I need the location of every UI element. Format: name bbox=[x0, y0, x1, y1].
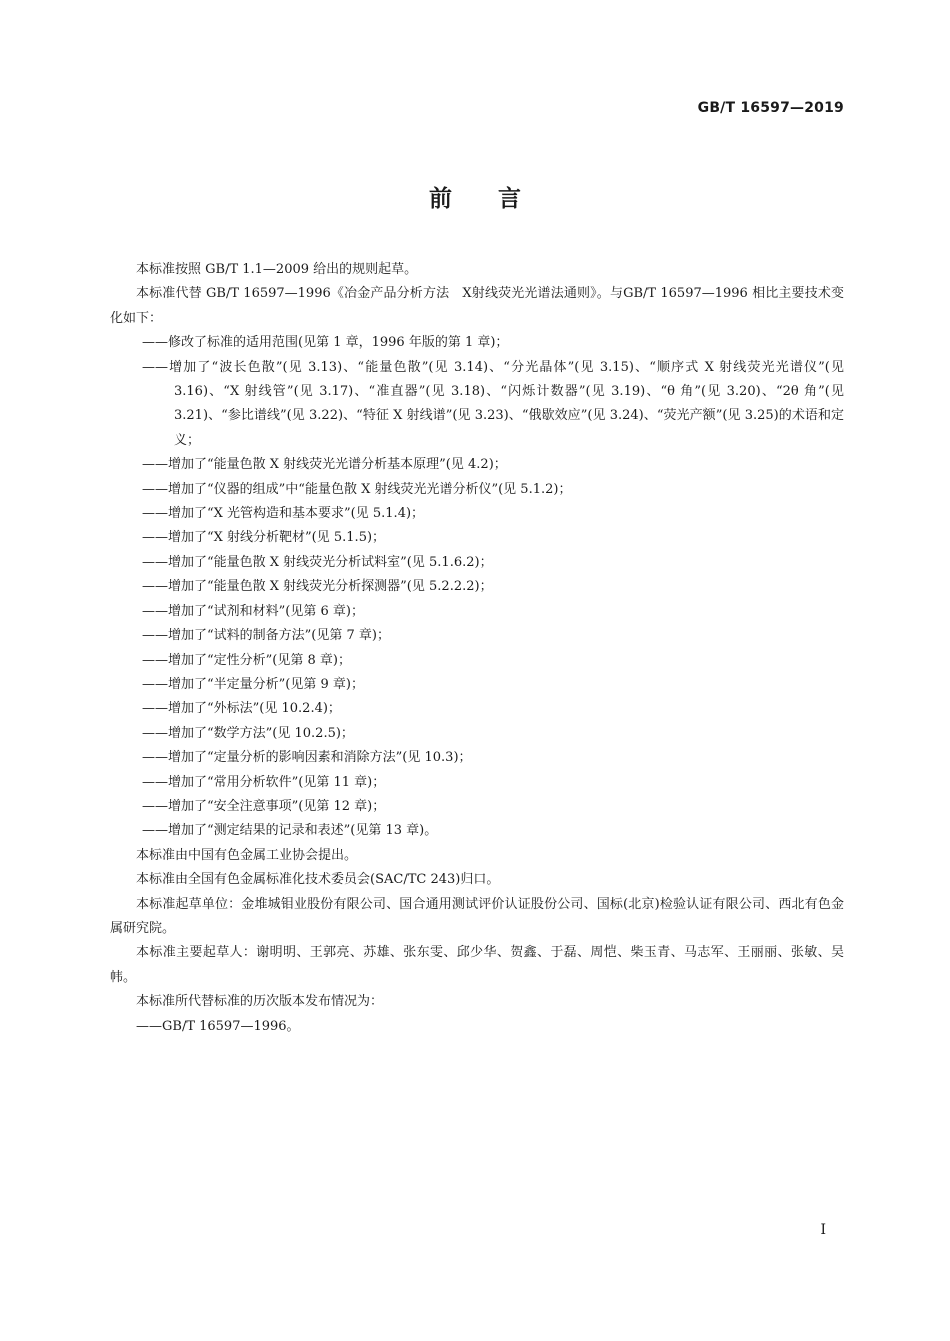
list-item: ——增加了“常用分析软件”(见第 11 章)； bbox=[142, 774, 386, 790]
list-item: ——增加了“波长色散”(见 3.13)、“能量色散”(见 3.14)、“分光晶体”(见 3.15)、“顺序式 X 射线荧光光谱仪”(见 3.16)、“X 射线管”(见 3.17)、“准直器”(见 3.18)、“闪烁计数器”(见 3.19)、“θ 角”(见 3.20)、“2θ 角”(见 3.21)、“参比谱线”(见 3.22)、“特征 X 射线谱”(见 3.23)、“俄歇效应”(见 3.24)、“荧光产额”(见 3.25)的术语和定义； bbox=[142, 359, 844, 448]
list-item: ——增加了“能量色散 X 射线荧光分析试料室”(见 5.1.6.2)； bbox=[142, 554, 493, 570]
list-item: ——增加了“数学方法”(见 10.2.5)； bbox=[142, 725, 354, 741]
paragraph: 本标准由全国有色金属标准化技术委员会(SAC/TC 243)归口。 bbox=[136, 872, 500, 888]
paragraph: 本标准起草单位：金堆城钼业股份有限公司、国合通用测试评价认证股份公司、国标(北京)检验认证有限公司、西北有色金属研究院。 bbox=[110, 896, 844, 936]
list-item: ——增加了“能量色散 X 射线荧光分析探测器”(见 5.2.2.2)； bbox=[142, 579, 493, 595]
paragraph: 本标准按照 GB/T 1.1—2009 给出的规则起草。 bbox=[136, 262, 418, 277]
intro-paragraphs bbox=[110, 258, 844, 331]
document-body bbox=[110, 258, 844, 1039]
list-item: ——增加了“测定结果的记录和表述”(见第 13 章)。 bbox=[142, 823, 438, 839]
list-item: ——增加了“外标法”(见 10.2.4)； bbox=[142, 701, 341, 717]
page-number: I bbox=[820, 1222, 826, 1238]
paragraph: 本标准由中国有色金属工业协会提出。 bbox=[136, 847, 358, 863]
list-item: ——增加了“定量分析的影响因素和消除方法”(见 10.3)； bbox=[142, 750, 472, 766]
list-item: ——增加了“X 射线分析靶材”(见 5.1.5)； bbox=[142, 530, 386, 546]
list-item: ——修改了标准的适用范围(见第 1 章，1996 年版的第 1 章)； bbox=[142, 335, 509, 351]
list-item: ——增加了“试料的制备方法”(见第 7 章)； bbox=[142, 628, 390, 644]
list-item: ——增加了“半定量分析”(见第 9 章)； bbox=[142, 676, 364, 692]
page-title: 前言 bbox=[429, 186, 567, 212]
paragraph: 本标准代替 GB/T 16597—1996《冶金产品分析方法 X射线荧光光谱法通则》。与GB/T 16597—1996 相比主要技术变化如下： bbox=[110, 286, 844, 326]
paragraph: 本标准主要起草人：谢明明、王郭亮、苏雄、张东雯、邱少华、贺鑫、于磊、周恺、柴玉青、马志军、王丽丽、张敏、吴帏。 bbox=[110, 945, 844, 985]
list-item: ——GB/T 16597—1996。 bbox=[136, 1018, 300, 1034]
list-item: ——增加了“能量色散 X 射线荧光光谱分析基本原理”(见 4.2)； bbox=[142, 457, 507, 473]
list-item: ——增加了“定性分析”(见第 8 章)； bbox=[142, 652, 351, 668]
standard-code: GB/T 16597—2019 bbox=[697, 100, 844, 116]
list-item: ——增加了“安全注意事项”(见第 12 章)； bbox=[142, 798, 386, 814]
change-list bbox=[110, 331, 844, 844]
list-item: ——增加了“X 光管构造和基本要求”(见 5.1.4)； bbox=[142, 506, 425, 522]
list-item: ——增加了“仪器的组成”中“能量色散 X 射线荧光光谱分析仪”(见 5.1.2)； bbox=[142, 481, 572, 497]
paragraph: 本标准所代替标准的历次版本发布情况为： bbox=[136, 994, 384, 1010]
list-item: ——增加了“试剂和材料”(见第 6 章)； bbox=[142, 603, 364, 619]
closing-paragraphs bbox=[110, 844, 844, 1015]
history-list bbox=[110, 1015, 844, 1039]
